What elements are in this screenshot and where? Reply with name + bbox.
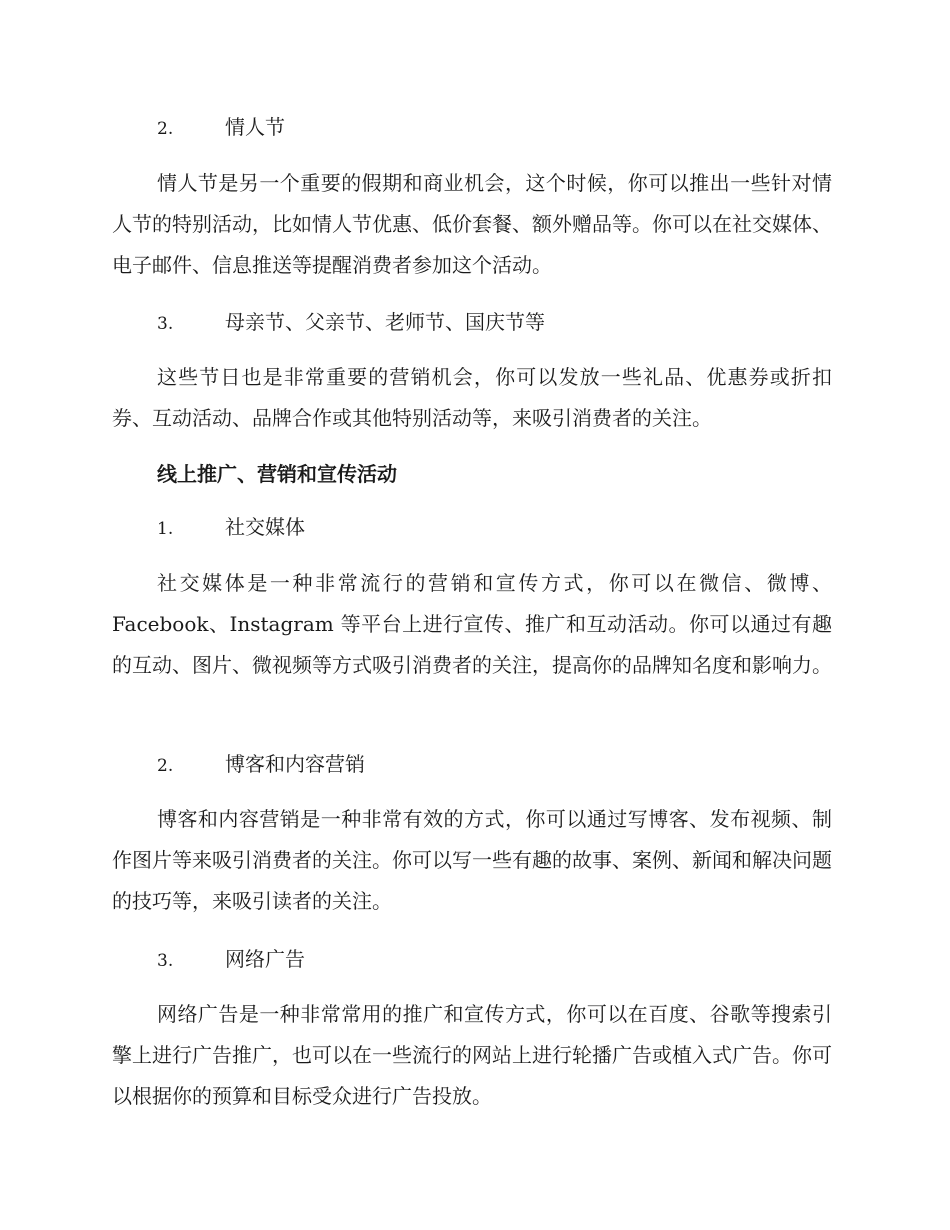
list-title: 社交媒体 — [225, 515, 305, 539]
list-title: 网络广告 — [225, 947, 305, 971]
list-title: 母亲节、父亲节、老师节、国庆节等 — [225, 310, 545, 334]
paragraph-ads: 网络广告是一种非常常用的推广和宣传方式，你可以在百度、谷歌等搜索引擎上进行广告推广，也可以在一些流行的网站上进行轮播广告或植入式广告。你可以根据你的预算和目标受众进行广告投放。 — [112, 1002, 832, 1108]
section-heading: 线上推广、营销和宣传活动 — [157, 462, 397, 486]
list-item-valentines — [157, 112, 827, 144]
list-item-holidays — [157, 307, 827, 339]
list-number: 3. — [157, 951, 174, 971]
list-number: 2. — [157, 756, 174, 776]
list-title: 情人节 — [225, 115, 285, 139]
paragraph-holidays: 这些节日也是非常重要的营销机会，你可以发放一些礼品、优惠券或折扣券、互动活动、品牌合作或其他特别活动等，来吸引消费者的关注。 — [112, 365, 832, 430]
paragraph-blog: 博客和内容营销是一种非常有效的方式，你可以通过写博客、发布视频、制作图片等来吸引消费者的关注。你可以写一些有趣的故事、案例、新闻和解决问题的技巧等，来吸引读者的关注。 — [112, 807, 832, 913]
paragraph-valentines: 情人节是另一个重要的假期和商业机会，这个时候，你可以推出一些针对情人节的特别活动，比如情人节优惠、低价套餐、额外赠品等。你可以在社交媒体、电子邮件、信息推送等提醒消费者参加这个活动。 — [112, 171, 832, 277]
list-item-blog — [157, 749, 827, 781]
paragraph-social-media: 社交媒体是一种非常流行的营销和宣传方式，你可以在微信、微博、Facebook、Instagram 等平台上进行宣传、推广和互动活动。你可以通过有趣的互动、图片、微视频等方式吸引消费者的关注，提高你的品牌知名度和影响力。 — [112, 571, 832, 677]
list-number: 1. — [157, 519, 174, 539]
list-item-ads — [157, 944, 827, 976]
list-number: 3. — [157, 314, 174, 334]
list-item-social-media — [157, 512, 827, 544]
list-title: 博客和内容营销 — [225, 752, 365, 776]
list-number: 2. — [157, 119, 174, 139]
